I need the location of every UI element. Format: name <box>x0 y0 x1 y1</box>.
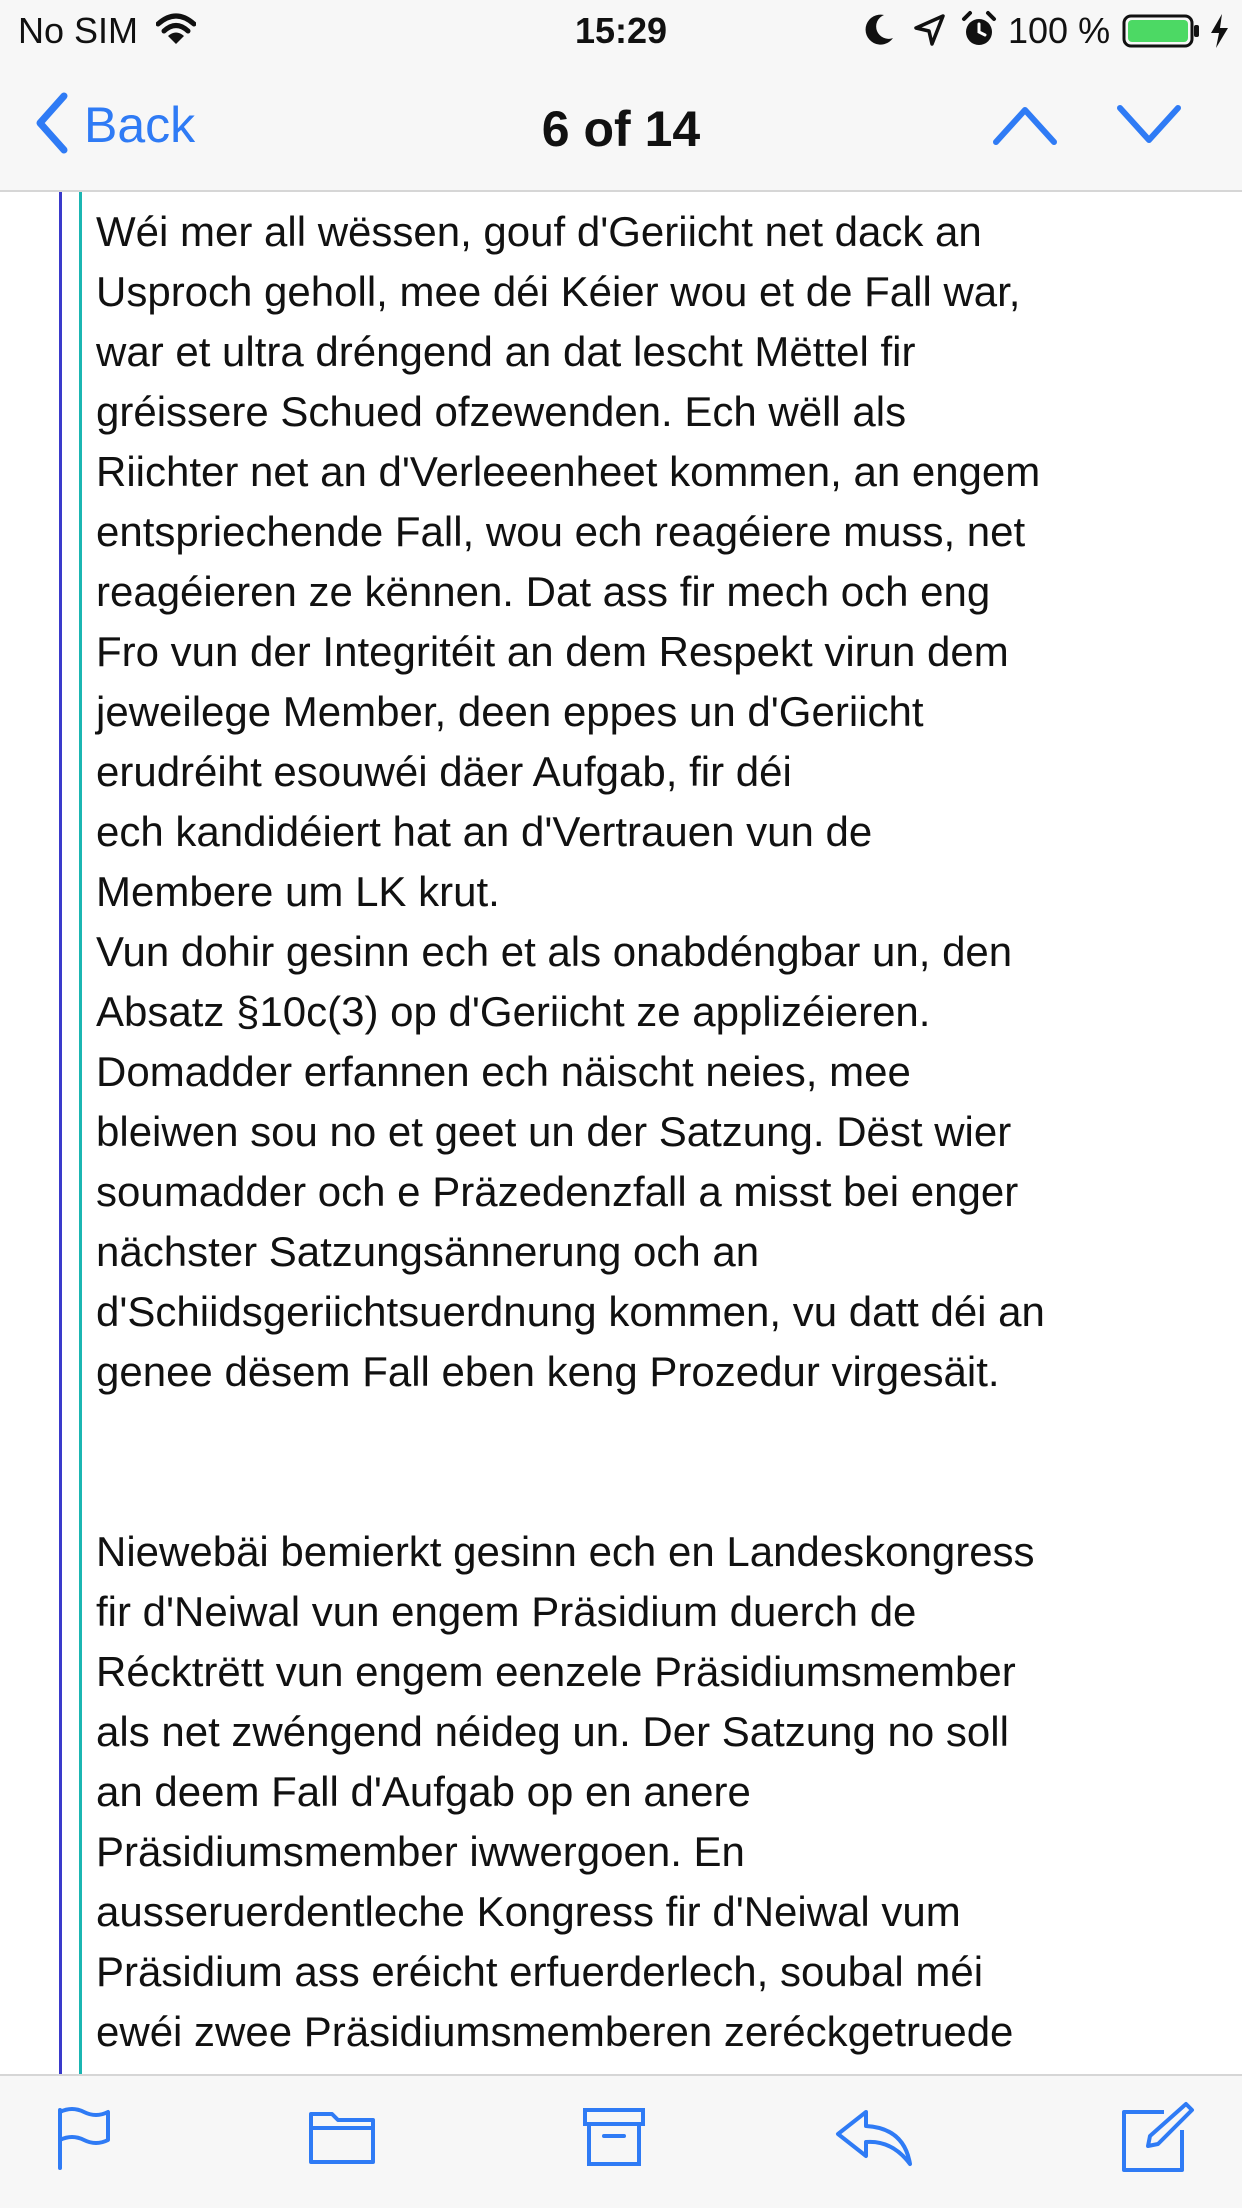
previous-message-button[interactable] <box>992 102 1058 153</box>
reply-button[interactable] <box>834 2106 914 2173</box>
battery-icon <box>1122 14 1202 55</box>
quote-bar-inner <box>79 192 82 2074</box>
alarm-icon <box>960 10 998 59</box>
bottom-toolbar <box>0 2074 1242 2208</box>
compose-icon <box>1120 2159 1196 2176</box>
quote-bar-outer <box>59 192 62 2074</box>
navigation-bar <box>0 62 1242 192</box>
flag-icon <box>56 2157 114 2174</box>
compose-button[interactable] <box>1120 2100 1196 2177</box>
chevron-up-icon <box>992 135 1058 152</box>
status-bar <box>0 0 1242 62</box>
archive-icon <box>582 2155 646 2172</box>
message-paragraph: Niewebäi bemierkt gesinn ech en Landeskongress fir d'Neiwal vun engem Präsidium duerch de Récktrëtt vun engem eenzele Präsidiumsmember als net zwéngend néideg un. Der Satzung no soll an deem Fall d'Aufgab op en anere Präsidiumsmember iwwergoen. En ausseruerdentleche Kongress fir d'Neiwal vum Präsidium ass eréicht erfuerderlech, soubal méi ewéi zwee Präsidiumsmemberen zeréckgetruede <box>96 1528 1035 2055</box>
charging-bolt-icon <box>1208 12 1230 55</box>
flag-button[interactable] <box>56 2106 114 2175</box>
move-to-folder-button[interactable] <box>308 2106 376 2173</box>
back-label: Back <box>84 97 196 153</box>
chevron-down-icon <box>1116 135 1182 152</box>
location-arrow-icon <box>912 12 946 57</box>
moon-icon <box>862 12 896 57</box>
carrier-label: No SIM <box>18 10 139 51</box>
next-message-button[interactable] <box>1116 102 1182 153</box>
battery-percentage: 100 % <box>1008 10 1111 51</box>
message-position-title: 6 of 14 <box>541 101 701 157</box>
reply-icon <box>834 2155 914 2172</box>
archive-button[interactable] <box>582 2106 646 2173</box>
message-content[interactable] <box>0 192 1242 2074</box>
message-body <box>96 202 1216 2062</box>
clock: 15:29 <box>574 10 668 51</box>
folder-icon <box>308 2155 376 2172</box>
message-paragraph: Wéi mer all wëssen, gouf d'Geriicht net dack an Usproch geholl, mee déi Kéier wou et de Fall war, war et ultra dréngend an dat lescht Mëttel fir gréissere Schued ofzewenden. Ech wëll als Riichter net an d'Verleeenheet kommen, an engem entspriechende Fall, wou ech reagéiere muss, net reagéieren ze kënnen. Dat ass fir mech och eng Fro vun der Integritéit an dem Respekt virun dem jeweilege Member, deen eppes un d'Geriicht erudréiht esouwéi däer Aufgab, fir déi ech kandidéiert hat an d'Vertrauen vun de Membere um LK krut. Vun dohir gesinn ech et als onabdéngbar un, den Absatz §10c(3) op d'Geriicht ze applizéieren. Domadder erfannen ech näischt neies, mee bleiwen sou no et geet un der Satzung. Dëst wier soumadder och e Präzedenzfall a misst bei enger nächster Satzungsännerung och an d'Schiidsgeriichtsuerdnung kommen, vu datt déi an genee dësem Fall eben keng Prozedur virgesäit. <box>96 208 1045 1395</box>
